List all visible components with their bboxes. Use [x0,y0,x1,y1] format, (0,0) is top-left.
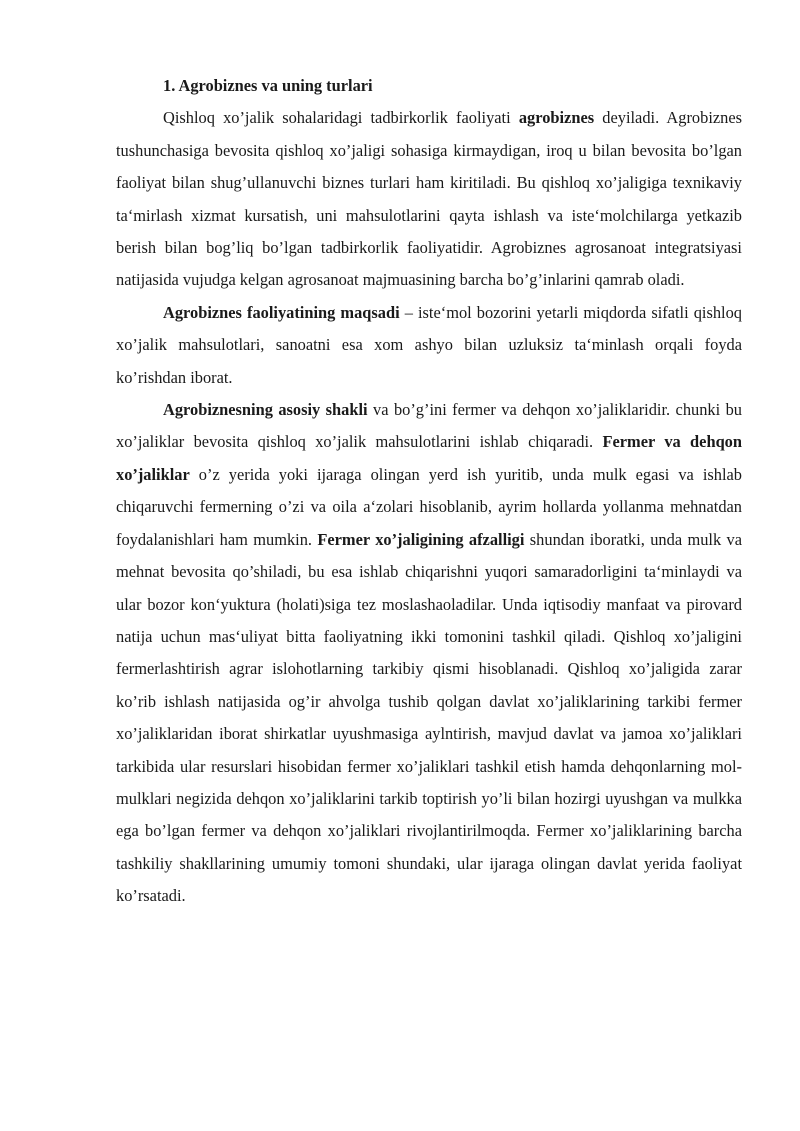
section-heading: 1. Agrobiznes va uning turlari [163,76,373,95]
paragraph-agrobiznes-definition [116,102,742,296]
bold-term: Agrobiznesning asosiy shakli [163,400,368,420]
paragraph-agrobiznes-goal [116,297,742,394]
paragraph-text: – iste‘mol bozorini yetarli miqdorda sifatli qishloq xo’jalik mahsulotlari, sanoatni esa xom ashyo bilan uzluksiz ta‘minlash orqali foyda ko’rishdan iborat. [116,302,742,387]
paragraph-text: o’z yerida yoki ijaraga olingan yerd ish yuritib, unda mulk egasi va ishlab chiqaruvchi fermerning o’zi va oila a‘zolari hisoblanib, ayrim hollarda yollanma mehnatdan foydalanishlari ham mumkin. [116,464,742,549]
paragraph-text: shundan iboratki, unda mulk va mehnat bevosita qo’shiladi, bu esa ishlab chiqarishni yuqori samaradorligini ta‘minlaydi va ular bozor kon‘yuktura (holati)siga tez moslashaoladilar. Unda iqtisodiy manfaat va pirovard natija uchun mas‘uliyat bitta faoliyatning ikki tomonini tashkil qiladi. Qishloq xo’jaligini fermerlashtirish agrar islohotlarning tarkibiy qismi hisoblanadi. Qishloq xo’jaligida zarar ko’rib ishlash natijasida og’ir ahvolga tushib qolgan davlat xo’jaliklarining tarkibi fermer xo’jaliklaridan iborat shirkatlar uyushmasiga aylntirish, mavjud davlat va jamoa xo’jaliklari tarkibida ular resurslari hisobidan fermer xo’jaliklari tashkil etish hamda dehqonlarning mol-mulklari negizida dehqon xo’jaliklarini tarkib toptirish yo’li bilan hozirgi uyushgan va mulkka ega bo’lgan fermer va dehqon xo’jaliklari rivojlantirilmoqda. Fermer xo’jaliklarining barcha tashkiliy shakllarining umumiy tomoni shundaki, ular ijaraga olingan davlat yerida faoliyat ko’rsatadi. [116,529,742,906]
paragraph-main-form [116,394,742,913]
paragraph-text: Qishloq xo’jalik sohalaridagi tadbirkorlik faoliyati [163,108,519,128]
bold-term: Fermer va dehqon xo’jaliklar [116,432,742,484]
bold-term: agrobiznes [518,108,595,128]
paragraph-text: deyiladi. Agrobiznes tushunchasiga bevosita qishloq xo’jaligi sohasiga kirmaydigan, iroq u bilan bevosita bo’lgan faoliyat bilan shug’ullanuvchi biznes turlari ham kiritiladi. Bu qishloq xo’jaligiga texnikaviy ta‘mirlash xizmat kursatish, uni mahsulotlarini qayta ishlash va iste‘molchilarga yetkazib berish bilan bog’liq bo’lgan tadbirkorlik faoliyatidir. Agrobiznes agrosanoat integratsiyasi natijasida vujudga kelgan agrosanoat majmuasining barcha bo’g’inlarini qamrab oladi. [116,108,742,290]
bold-term: Fermer xo’jaligining afzalligi [317,529,525,549]
paragraph-text: va bo’g’ini fermer va dehqon xo’jaliklaridir. chunki bu xo’jaliklar bevosita qishloq xo’jalik mahsulotlarini ishlab chiqaradi. [116,400,742,452]
bold-term: Agrobiznes faoliyatining maqsadi [163,302,400,322]
document-page [116,70,742,913]
